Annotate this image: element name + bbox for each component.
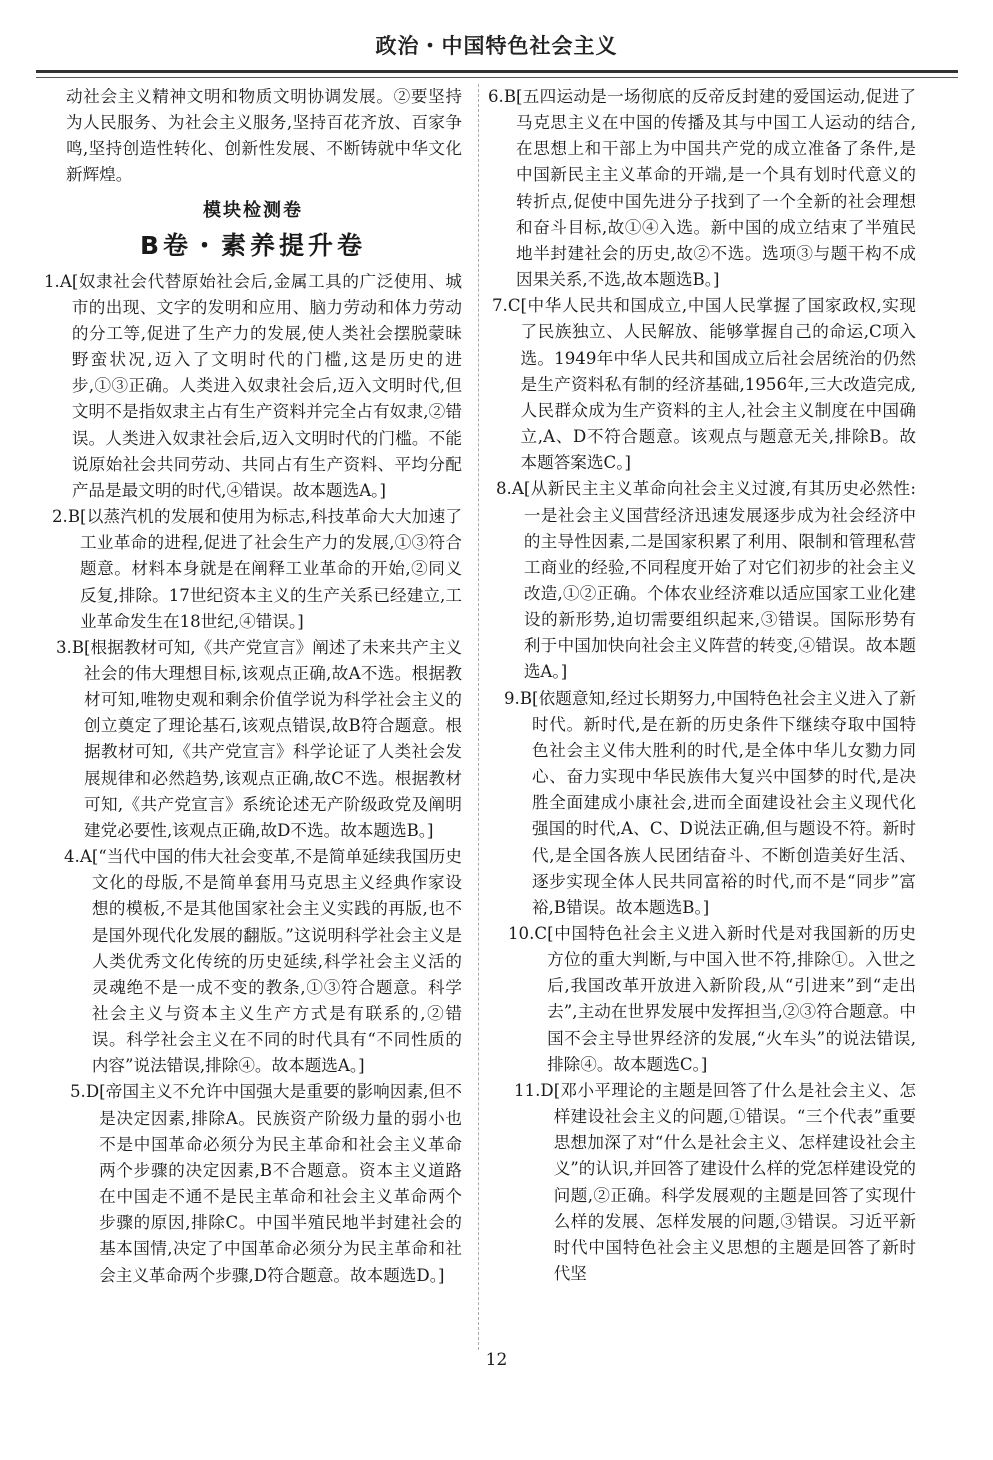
answer-number: 1.A [44,271,72,291]
answer-item-8 [488,476,916,685]
answer-number: 6.B [488,87,517,106]
answer-explanation: [奴隶社会代替原始社会后,金属工具的广泛使用、城市的出现、文字的发明和应用、脑力劳动和体力劳动的分工等,促进了生产力的发展,使人类社会摆脱蒙昧野蛮状况,迈入了文明时代的门槛,这是历史的进步,①③正确。人类进入奴隶社会后,迈入文明时代,但文明不是指奴隶主占有生产资料并完全占有奴隶,②错误。人类进入奴隶社会后,迈入文明时代的门槛。不能说原始社会共同劳动、共同占有生产资料、平均分配产品是最文明的时代,④错误。故本题选A。] [71,271,462,500]
answer-explanation: [“当代中国的伟大社会变革,不是简单延续我国历史文化的母版,不是简单套用马克思主义经典作家设想的模板,不是其他国家社会主义实践的再版,也不是国外现代化发展的翻版。”这说明科学社会主义是人类优秀文化传统的历史延续,科学社会主义活的灵魂绝不是一成不变的教条,①③符合题意。科学社会主义与资本主义生产方式是有联系的,②错误。科学社会主义在不同的时代具有“不同性质的内容”说法错误,排除④。故本题选A。] [91,847,462,1076]
right-column [488,84,916,1287]
answer-explanation: [依题意知,经过长期努力,中国特色社会主义进入了新时代。新时代,是在新的历史条件下继续夺取中国特色社会主义伟大胜利的时代,是全体中华儿女勠力同心、奋力实现中华民族伟大复兴中国梦的时代,是决胜全面建成小康社会,进而全面建设社会主义现代化强国的时代,A、C、D说法正确,但与题设不符。新时代,是全国各族人民团结奋斗、不断创造美好生活、逐步实现全体人民共同富裕的时代,而不是“同步”富裕,B错误。故本题选B。] [532,688,916,917]
answer-item-6 [488,84,916,293]
answer-number: 3.B [56,637,85,657]
answer-item-5 [44,1079,462,1288]
header-rule-thick [36,70,958,73]
answer-number: 9.B [504,688,533,708]
answer-item-2 [44,504,462,635]
answer-explanation: [中国特色社会主义进入新时代是对我国新的历史方位的重大判断,与中国入世不符,排除①。入世之后,我国改革开放进入新阶段,从“引进来”到“走出去”,主动在世界发展中发挥担当,②③符合题意。中国不会主导世界经济的发展,“火车头”的说法错误,排除④。故本题选C。] [547,924,916,1074]
answer-explanation: [五四运动是一场彻底的反帝反封建的爱国运动,促进了马克思主义在中国的传播及其与中国工人运动的结合,在思想上和干部上为中国共产党的成立准备了条件,是中国新民主主义革命的开端,是一个具有划时代意义的转折点,促使中国先进分子找到了一个全新的社会理想和奋斗目标,故①④入选。新中国的成立结束了半殖民地半封建社会的历史,故②不选。选项③与题干构不成因果关系,不选,故本题选B。] [516,87,916,290]
answer-number: 11.D [514,1080,554,1100]
column-divider [478,84,479,1350]
answer-explanation: [从新民主主义革命向社会主义过渡,有其历史必然性:一是社会主义国营经济迅速发展逐步成为社会经济中的主导性因素,二是国家积累了利用、限制和管理私营工商业的经验,不同程度开始了对它们初步的社会主义改造,①②正确。个体农业经济难以适应国家工业化建设的新形势,迫切需要组织起来,③错误。国际形势有利于中国加快向社会主义阵营的转变,④错误。故本题选A。] [523,479,916,682]
page-number: 12 [485,1350,508,1370]
answer-item-3 [44,635,462,844]
continued-paragraph: 动社会主义精神文明和物质文明协调发展。②要坚持为人民服务、为社会主义服务,坚持百花齐放、百家争鸣,坚持创造性转化、创新性发展、不断铸就中华文化新辉煌。 [66,87,462,185]
answer-explanation: [中华人民共和国成立,中国人民掌握了国家政权,实现了民族独立、人民解放、能够掌握自己的命运,C项入选。1949年中华人民共和国成立后社会居统治的仍然是生产资料私有制的经济基础,1956年,三大改造完成,人民群众成为生产资料的主人,社会主义制度在中国确立,A、D不符合题意。该观点与题意无关,排除B。故本题答案选C。] [520,296,916,473]
answer-item-4 [44,844,462,1079]
answer-item-11 [488,1078,916,1287]
answer-explanation: [根据教材可知,《共产党宣言》阐述了未来共产主义社会的伟大理想目标,该观点正确,故A不选。根据教材可知,唯物史观和剩余价值学说为科学社会主义的创立奠定了理论基石,该观点错误,故B符合题意。根据教材可知,《共产党宣言》科学论证了人类社会发展规律和必然趋势,该观点正确,故C不选。根据教材可知,《共产党宣言》系统论述无产阶级政党及阐明建党必要性,该观点正确,故D不选。故本题选B。] [84,637,462,840]
answer-explanation: [以蒸汽机的发展和使用为标志,科技革命大大加速了工业革命的进程,促进了社会生产力的发展,①③符合题意。材料本身就是在阐释工业革命的开始,②同义反复,排除。17世纪资本主义的生产关系已经建立,工业革命发生在18世纪,④错误。] [80,507,462,631]
answer-item-10 [488,921,916,1078]
answer-number: 8.A [496,479,524,499]
answer-item-7 [488,293,916,476]
answer-number: 5.D [70,1082,100,1102]
answer-number: 7.C [492,296,521,316]
left-column [44,84,462,1289]
answer-number: 10.C [508,924,548,943]
answer-item-1 [44,269,462,504]
answer-explanation: [邓小平理论的主题是回答了什么是社会主义、怎样建设社会主义的问题,①错误。“三个代表”重要思想加深了对“什么是社会主义、怎样建设社会主义”的认识,并回答了建设什么样的党怎样建设党的问题,②正确。科学发展观的主题是回答了实现什么样的发展、怎样发展的问题,③错误。习近平新时代中国特色社会主义思想的主题是回答了新时代坚 [553,1080,916,1284]
paper-title: B卷・素养提升卷 [139,230,367,260]
module-title: 模块检测卷 [203,199,303,221]
answer-item-9 [488,686,916,921]
answer-explanation: [帝国主义不允许中国强大是重要的影响因素,但不是决定因素,排除A。民族资产阶级力量的弱小也不是中国革命必须分为民主革命和社会主义革命两个步骤的决定因素,B不合题意。资本主义道路在中国走不通不是民主革命和社会主义革命两个步骤的原因,排除C。中国半殖民地半封建社会的基本国情,决定了中国革命必须分为民主革命和社会主义革命两个步骤,D符合题意。故本题选D。] [99,1082,462,1285]
answer-number: 4.A [64,847,92,867]
running-header-title: 政治・中国特色社会主义 [375,34,618,58]
header-rule-thin [36,77,958,78]
answer-number: 2.B [52,507,81,527]
